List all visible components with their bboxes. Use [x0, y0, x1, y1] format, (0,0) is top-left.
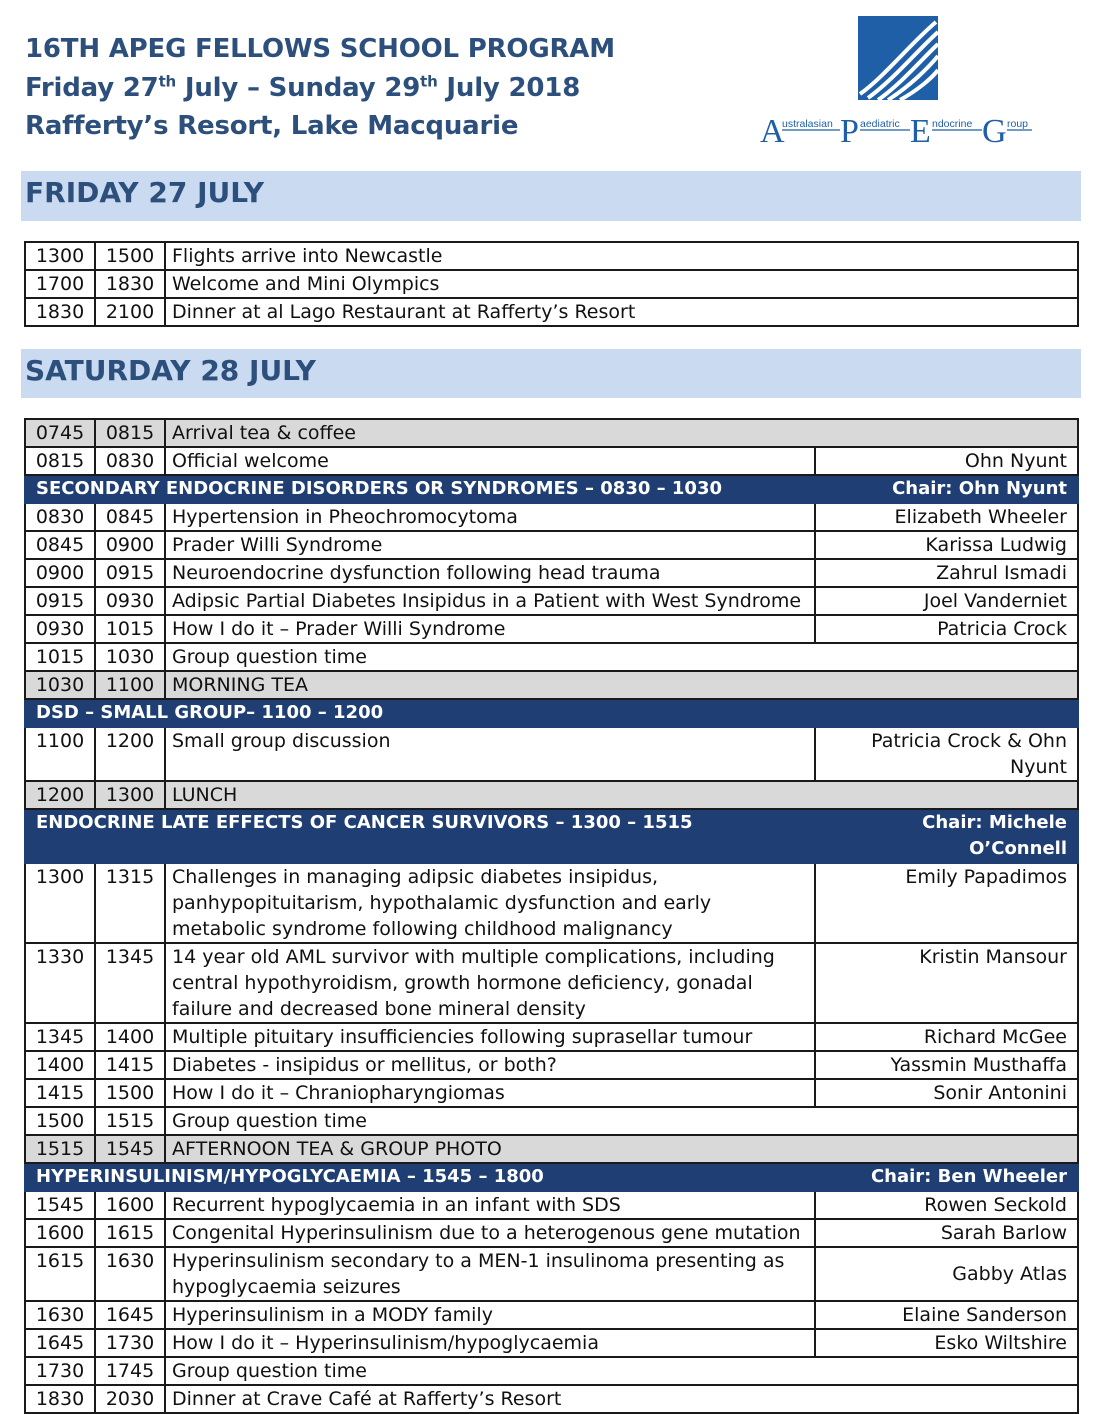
program-dates: Friday 27th July – Sunday 29th July 2018: [25, 71, 581, 103]
event-title: How I do it – Chraniopharyngiomas: [165, 1079, 815, 1107]
event-title: AFTERNOON TEA & GROUP PHOTO: [165, 1135, 1078, 1163]
schedule-row: [25, 1385, 1078, 1413]
event-title: Dinner at Crave Café at Rafferty’s Resort: [165, 1385, 1078, 1413]
end-time: 1015: [95, 615, 165, 643]
start-time: 1645: [25, 1329, 95, 1357]
start-time: 1730: [25, 1357, 95, 1385]
start-time: 1345: [25, 1023, 95, 1051]
start-time: 1830: [25, 1385, 95, 1413]
end-time: 1300: [95, 781, 165, 809]
speaker: Richard McGee: [815, 1023, 1078, 1051]
end-time: 0845: [95, 503, 165, 531]
end-time: 1100: [95, 671, 165, 699]
end-time: 1400: [95, 1023, 165, 1051]
event-title: Group question time: [165, 1357, 1078, 1385]
event-title: Group question time: [165, 643, 1078, 671]
end-time: 1345: [95, 943, 165, 1023]
event-title: Multiple pituitary insufficiencies following suprasellar tumour: [165, 1023, 815, 1051]
schedule-row: [25, 1357, 1078, 1385]
end-time: 1200: [95, 727, 165, 781]
schedule-row: [25, 943, 1078, 1023]
speaker: Elaine Sanderson: [815, 1301, 1078, 1329]
schedule-row: [25, 1135, 1078, 1163]
event-title: Adipsic Partial Diabetes Insipidus in a Patient with West Syndrome: [165, 587, 815, 615]
friday-heading: FRIDAY 27 JULY: [25, 176, 264, 209]
event-title: Small group discussion: [165, 727, 815, 781]
schedule-row: [25, 1301, 1078, 1329]
speaker: Zahrul Ismadi: [815, 559, 1078, 587]
start-time: 0745: [25, 419, 95, 447]
schedule-row: [25, 419, 1078, 447]
speaker: Rowen Seckold: [815, 1191, 1078, 1219]
end-time: 1500: [95, 242, 165, 270]
schedule-row: [25, 1191, 1078, 1219]
event-title: MORNING TEA: [165, 671, 1078, 699]
start-time: 1700: [25, 270, 95, 298]
start-time: 1630: [25, 1301, 95, 1329]
schedule-row: [25, 503, 1078, 531]
end-time: 0915: [95, 559, 165, 587]
svg-text:aediatric: aediatric: [860, 118, 900, 130]
start-time: 1830: [25, 298, 95, 326]
section-title: HYPERINSULINISM/HYPOGLYCAEMIA – 1545 – 1800: [25, 1163, 815, 1191]
svg-text:E: E: [910, 113, 931, 148]
svg-text:G: G: [982, 113, 1007, 148]
speaker: Patricia Crock & Ohn Nyunt: [815, 727, 1078, 781]
schedule-row: [25, 1023, 1078, 1051]
schedule-row: [25, 781, 1078, 809]
schedule-row: [25, 1051, 1078, 1079]
speaker: Karissa Ludwig: [815, 531, 1078, 559]
event-title: Recurrent hypoglycaemia in an infant with SDS: [165, 1191, 815, 1219]
event-title: Hyperinsulinism secondary to a MEN-1 insulinoma presenting as hypoglycaemia seizures: [165, 1247, 815, 1301]
event-title: Prader Willi Syndrome: [165, 531, 815, 559]
schedule-row: [25, 531, 1078, 559]
end-time: 2030: [95, 1385, 165, 1413]
section-title: DSD – SMALL GROUP– 1100 – 1200: [25, 699, 1078, 727]
event-title: LUNCH: [165, 781, 1078, 809]
friday-schedule-table: [24, 241, 1079, 327]
speaker: Patricia Crock: [815, 615, 1078, 643]
section-header-row: [25, 475, 1078, 503]
start-time: 1400: [25, 1051, 95, 1079]
end-time: 1630: [95, 1247, 165, 1301]
start-time: 0930: [25, 615, 95, 643]
start-time: 1015: [25, 643, 95, 671]
schedule-row: [25, 1247, 1078, 1301]
event-title: Neuroendocrine dysfunction following head trauma: [165, 559, 815, 587]
schedule-row: [25, 1219, 1078, 1247]
schedule-row: [25, 1107, 1078, 1135]
program-title: 16TH APEG FELLOWS SCHOOL PROGRAM: [25, 34, 615, 64]
saturday-schedule-table: [24, 418, 1079, 1414]
event-title: How I do it – Hyperinsulinism/hypoglycaemia: [165, 1329, 815, 1357]
end-time: 0815: [95, 419, 165, 447]
apeg-logo: [760, 14, 1040, 148]
svg-text:roup: roup: [1007, 118, 1029, 130]
start-time: 1330: [25, 943, 95, 1023]
event-title: Welcome and Mini Olympics: [165, 270, 1078, 298]
end-time: 1315: [95, 863, 165, 943]
svg-text:A: A: [760, 113, 785, 148]
section-header-row: [25, 1163, 1078, 1191]
end-time: 1030: [95, 643, 165, 671]
start-time: 1100: [25, 727, 95, 781]
end-time: 1730: [95, 1329, 165, 1357]
start-time: 1545: [25, 1191, 95, 1219]
speaker: Kristin Mansour: [815, 943, 1078, 1023]
event-title: How I do it – Prader Willi Syndrome: [165, 615, 815, 643]
schedule-row: [25, 1079, 1078, 1107]
section-title: SECONDARY ENDOCRINE DISORDERS OR SYNDROMES – 0830 – 1030: [25, 475, 815, 503]
start-time: 1415: [25, 1079, 95, 1107]
event-title: Arrival tea & coffee: [165, 419, 1078, 447]
schedule-row: [25, 727, 1078, 781]
svg-text:ndocrine: ndocrine: [932, 118, 973, 130]
start-time: 1300: [25, 242, 95, 270]
event-title: Diabetes - insipidus or mellitus, or both?: [165, 1051, 815, 1079]
speaker: Esko Wiltshire: [815, 1329, 1078, 1357]
start-time: 1200: [25, 781, 95, 809]
start-time: 0830: [25, 503, 95, 531]
event-title: Dinner at al Lago Restaurant at Rafferty’s Resort: [165, 298, 1078, 326]
section-chair: Chair: Ohn Nyunt: [815, 475, 1078, 503]
start-time: 1615: [25, 1247, 95, 1301]
speaker: Sarah Barlow: [815, 1219, 1078, 1247]
end-time: 0930: [95, 587, 165, 615]
event-title: Congenital Hyperinsulinism due to a heterogenous gene mutation: [165, 1219, 815, 1247]
end-time: 1830: [95, 270, 165, 298]
schedule-row: [25, 1329, 1078, 1357]
schedule-row: [25, 671, 1078, 699]
section-header-row: [25, 699, 1078, 727]
speaker: Elizabeth Wheeler: [815, 503, 1078, 531]
saturday-heading-band: [21, 349, 1081, 398]
start-time: 0915: [25, 587, 95, 615]
event-title: Hypertension in Pheochromocytoma: [165, 503, 815, 531]
event-title: Flights arrive into Newcastle: [165, 242, 1078, 270]
section-header-row: [25, 809, 1078, 863]
schedule-row: [25, 863, 1078, 943]
end-time: 1615: [95, 1219, 165, 1247]
schedule-row: [25, 615, 1078, 643]
program-venue: Rafferty’s Resort, Lake Macquarie: [25, 111, 519, 141]
program-header: [25, 30, 615, 146]
schedule-row: [25, 298, 1078, 326]
friday-heading-band: [21, 171, 1081, 221]
end-time: 1545: [95, 1135, 165, 1163]
speaker: Gabby Atlas: [815, 1247, 1078, 1301]
start-time: 1300: [25, 863, 95, 943]
start-time: 0900: [25, 559, 95, 587]
event-title: Official welcome: [165, 447, 815, 475]
end-time: 1600: [95, 1191, 165, 1219]
end-time: 0830: [95, 447, 165, 475]
event-title: Hyperinsulinism in a MODY family: [165, 1301, 815, 1329]
speaker: Sonir Antonini: [815, 1079, 1078, 1107]
start-time: 1500: [25, 1107, 95, 1135]
speaker: Emily Papadimos: [815, 863, 1078, 943]
end-time: 1415: [95, 1051, 165, 1079]
saturday-heading: SATURDAY 28 JULY: [25, 354, 316, 387]
section-title: ENDOCRINE LATE EFFECTS OF CANCER SURVIVORS – 1300 – 1515: [25, 809, 815, 863]
end-time: 1745: [95, 1357, 165, 1385]
start-time: 1515: [25, 1135, 95, 1163]
event-title: Challenges in managing adipsic diabetes insipidus, panhypopituitarism, hypothalamic dysfunction and early metabolic syndrome following childhood malignancy: [165, 863, 815, 943]
end-time: 1645: [95, 1301, 165, 1329]
start-time: 1030: [25, 671, 95, 699]
start-time: 1600: [25, 1219, 95, 1247]
svg-text:ustralasian: ustralasian: [782, 118, 833, 130]
schedule-row: [25, 242, 1078, 270]
section-chair: Chair: Ben Wheeler: [815, 1163, 1078, 1191]
end-time: 2100: [95, 298, 165, 326]
event-title: Group question time: [165, 1107, 1078, 1135]
start-time: 0815: [25, 447, 95, 475]
schedule-row: [25, 559, 1078, 587]
end-time: 1500: [95, 1079, 165, 1107]
section-chair: Chair: Michele O’Connell: [815, 809, 1078, 863]
end-time: 0900: [95, 531, 165, 559]
speaker: Yassmin Musthaffa: [815, 1051, 1078, 1079]
schedule-row: [25, 643, 1078, 671]
event-title: 14 year old AML survivor with multiple complications, including central hypothyroidism, growth hormone deficiency, gonadal failure and decreased bone mineral density: [165, 943, 815, 1023]
start-time: 0845: [25, 531, 95, 559]
schedule-row: [25, 587, 1078, 615]
schedule-row: [25, 270, 1078, 298]
svg-text:P: P: [840, 113, 859, 148]
speaker: Ohn Nyunt: [815, 447, 1078, 475]
speaker: Joel Vanderniet: [815, 587, 1078, 615]
end-time: 1515: [95, 1107, 165, 1135]
schedule-row: [25, 447, 1078, 475]
